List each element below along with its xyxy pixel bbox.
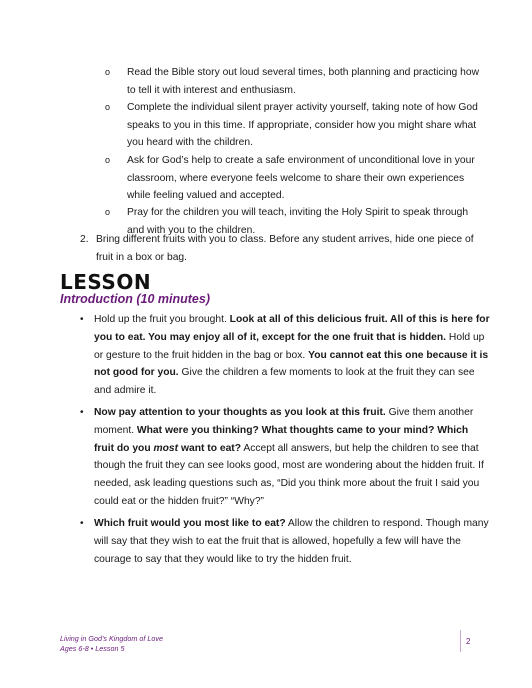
bullet-text: Hold up the fruit you brought. Look at all of this delicious fruit. All of this is here for you to eat. You may enjoy all of it, except for the one fruit that is hidden. Hold up or gesture to the fruit hidden in the bag or box. You cannot eat this one because it is not good for you. Give the children a few moments to look at the fruit they can see and admire it. [94,314,490,397]
lesson-heading: LESSON [60,270,152,294]
sub-bullet: o [105,155,111,165]
numbered-item-text: Bring different fruits with you to class. Before any student arrives, hide one piece of fruit in a box or bag. [96,234,474,263]
prep-sub-item-text: Complete the individual silent prayer activity yourself, taking note of how God speaks to you in this time. If appropriate, consider how you might share what you heard with the children. [127,102,478,148]
bullet-text: Now pay attention to your thoughts as you look at this fruit. Give them another moment. What were you thinking? What thoughts came to your mind? Which fruit do you most want to eat? Accept all answers, but help the children to see that though the fruit they can see looks good, most are wondering about the hidden fruit. If needed, ask leading questions such as, “Did you think more about the fruit I said you could eat or the hidden fruit?” “Why?” [94,407,484,507]
page-footer [60,634,163,654]
page-number: 2 [466,637,471,646]
prep-sub-item-text: Ask for God’s help to create a safe environment of unconditional love in your classroom, where everyone feels welcome to share their own experiences while feeling valued and accepted. [127,155,475,201]
bullet-text: Which fruit would you most like to eat? Allow the children to respond. Though many will say that they wish to eat the fruit that is allowed, hopefully a few will have the courage to say that they would like to try the hidden fruit. [94,518,489,565]
bullet-dot: • [80,407,84,418]
prep-sub-item-text: Pray for the children you will teach, inviting the Holy Spirit to speak through and with you to the children. [127,207,469,236]
bullet-dot: • [80,518,84,529]
bullet-dot: • [80,314,84,325]
sub-bullet: o [105,67,111,77]
footer-title: Living in God’s Kingdom of Love [60,634,163,643]
sub-bullet: o [105,207,111,217]
footer-divider [460,630,461,652]
item-number: 2. [80,234,89,245]
introduction-heading: Introduction (10 minutes) [60,292,210,306]
prep-sub-item-text: Read the Bible story out loud several times, both planning and practicing how to tell it with interest and enthusiasm. [127,67,480,96]
footer-subtitle: Ages 6-8 • Lesson 5 [60,644,125,653]
sub-bullet: o [105,102,111,112]
